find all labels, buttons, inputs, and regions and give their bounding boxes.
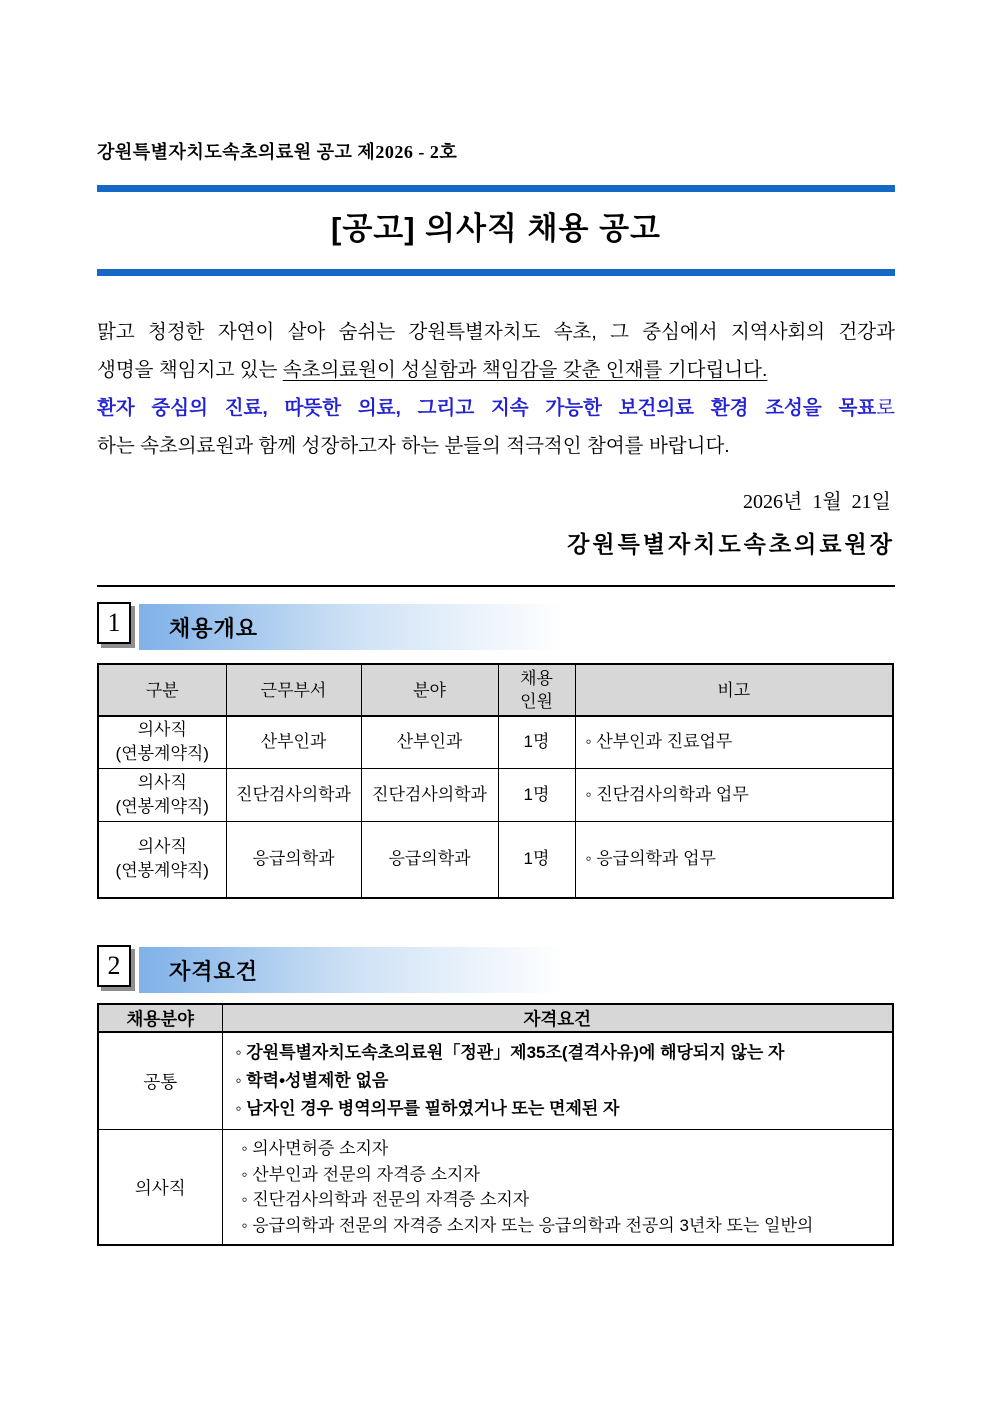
cell-count: 1명 — [498, 821, 575, 898]
qualification-table — [97, 1003, 894, 1246]
announcement-date: 2026년 1월 21일 — [743, 491, 891, 513]
cell-recruit-field: 의사직 — [98, 1130, 222, 1246]
section-number: 1 — [97, 602, 131, 644]
intro-line-2-prefix: 생명을 책임지고 있는 — [97, 359, 283, 381]
section-number: 2 — [97, 945, 131, 987]
title-top-rule — [97, 185, 895, 192]
doc-number: 강원특별자치도속초의료원 공고 제2026 - 2호 — [97, 142, 458, 162]
recruitment-row — [98, 821, 893, 898]
cell-note: ◦ 응급의학과 업무 — [575, 821, 893, 898]
qualification-item: ◦ 학력•성별제한 없음 — [235, 1071, 389, 1090]
cell-department: 진단검사의학과 — [226, 768, 361, 821]
intro-line-4: 하는 속초의료원과 함께 성장하고자 하는 분들의 적극적인 참여를 바랍니다. — [97, 435, 730, 457]
section-title-bar — [139, 604, 684, 650]
underlined-text: 속초의료원이 성실함과 책임감을 갖춘 인재를 기다립니다. — [282, 359, 768, 381]
column-header: 비고 — [575, 664, 893, 716]
section-header-recruitment — [97, 602, 895, 650]
title-bottom-rule — [97, 269, 895, 276]
cell-count: 1명 — [498, 716, 575, 768]
intro-line-2 — [97, 351, 895, 389]
cell-recruit-field: 공통 — [98, 1032, 222, 1130]
table-header-row — [98, 1004, 893, 1032]
intro-paragraph — [97, 313, 895, 465]
column-header: 구분 — [98, 664, 226, 716]
intro-line-3 — [97, 389, 895, 427]
table-header-row — [98, 664, 893, 716]
page-title: [공고] 의사직 채용 공고 — [331, 211, 661, 246]
qualification-row — [98, 1032, 893, 1130]
qualification-item: ◦ 의사면허증 소지자 — [241, 1139, 389, 1158]
column-header: 채용분야 — [98, 1004, 222, 1032]
section-divider — [97, 585, 895, 587]
recruitment-row — [98, 768, 893, 821]
cell-department: 응급의학과 — [226, 821, 361, 898]
recruitment-row — [98, 716, 893, 768]
cell-category: 의사직 (연봉계약직) — [98, 716, 226, 768]
intro-line-1: 맑고 청정한 자연이 살아 숨쉬는 강원특별자치도 속초, 그 중심에서 지역사회의 건강과 — [97, 321, 895, 343]
column-header: 근무부서 — [226, 664, 361, 716]
recruitment-table — [97, 663, 894, 899]
section-title: 채용개요 — [169, 615, 259, 641]
qualification-item: ◦ 응급의학과 전문의 자격증 소지자 또는 응급의학과 전공의 3년차 또는 일반의 — [241, 1215, 814, 1235]
cell-field: 산부인과 — [361, 716, 498, 768]
cell-note: ◦ 진단검사의학과 업무 — [575, 768, 893, 821]
section-header-qualification — [97, 945, 895, 993]
cell-field: 응급의학과 — [361, 821, 498, 898]
highlight-tail: 로 — [876, 397, 895, 419]
qualification-row — [98, 1130, 893, 1246]
cell-qualifications — [222, 1032, 893, 1130]
qualification-item: ◦ 산부인과 전문의 자격증 소지자 — [241, 1164, 480, 1184]
section-title-bar — [139, 947, 684, 993]
qualification-item: ◦ 진단검사의학과 전문의 자격증 소지자 — [241, 1190, 530, 1209]
qualification-item: ◦ 남자인 경우 병역의무를 필하였거나 또는 면제된 자 — [235, 1099, 620, 1118]
cell-note: ◦ 산부인과 진료업무 — [575, 716, 893, 768]
column-header: 자격요건 — [222, 1004, 893, 1032]
cell-department: 산부인과 — [226, 716, 361, 768]
cell-count: 1명 — [498, 768, 575, 821]
section-title: 자격요건 — [169, 958, 259, 984]
cell-category: 의사직 (연봉계약직) — [98, 821, 226, 898]
qualification-item: ◦ 강원특별자치도속초의료원「정관」제35조(결격사유)에 해당되지 않는 자 — [235, 1043, 785, 1062]
cell-field: 진단검사의학과 — [361, 768, 498, 821]
cell-category: 의사직 (연봉계약직) — [98, 768, 226, 821]
column-header: 채용 인원 — [498, 664, 575, 716]
cell-qualifications — [222, 1130, 893, 1246]
signature: 강원특별자치도속초의료원장 — [567, 532, 895, 557]
highlight-text: 환자 중심의 진료, 따뜻한 의료, 그리고 지속 가능한 보건의료 환경 조성을 목표 — [97, 397, 877, 419]
column-header: 분야 — [361, 664, 498, 716]
